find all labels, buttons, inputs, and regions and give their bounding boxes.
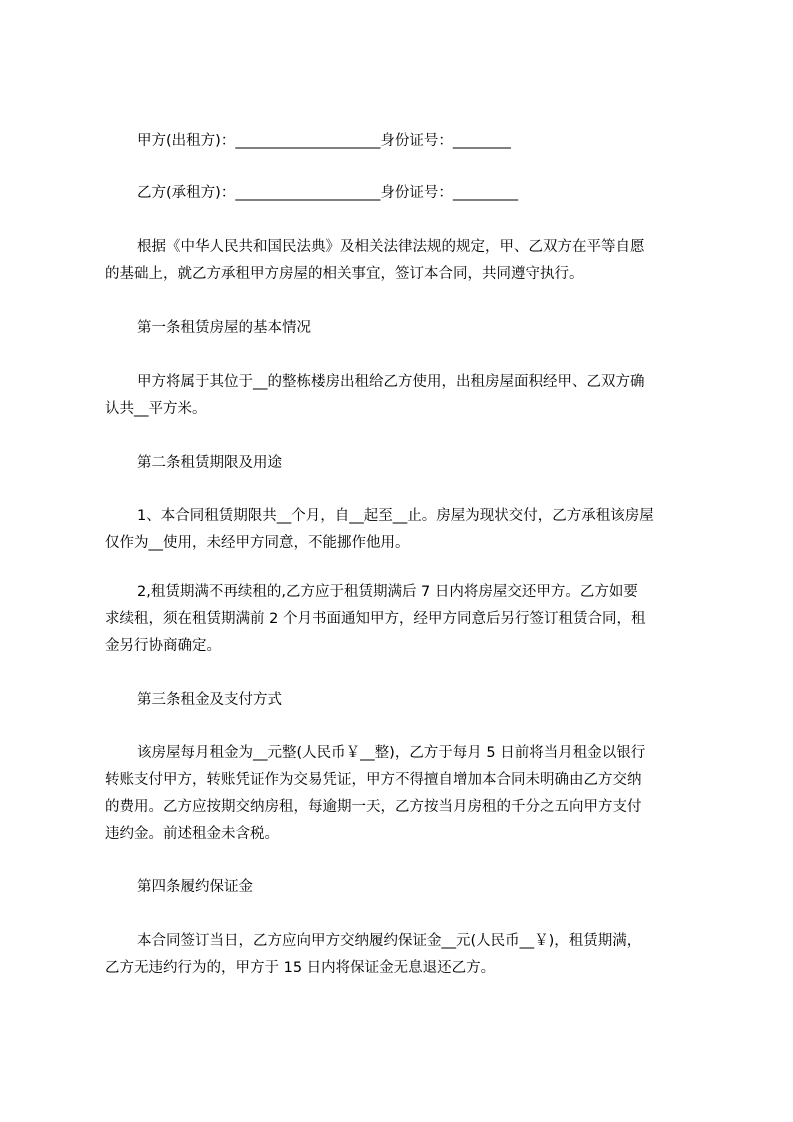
article-2-p2-line-1: 2,租赁期满不再续租的,乙方应于租赁期满后 7 日内将房屋交还甲方。乙方如要 bbox=[137, 584, 638, 600]
party-b-name-blank: ____________________ bbox=[235, 185, 381, 201]
article-3-line-1: 该房屋每月租金为__元整(人民币￥__整)，乙方于每月 5 日前将当月租金以银行 bbox=[137, 745, 646, 761]
article-4-line-2: 乙方无违约行为的，甲方于 15 日内将保证金无息退还乙方。 bbox=[105, 960, 496, 976]
party-b-id-label: 身份证号： bbox=[380, 185, 453, 201]
article-4-line-1: 本合同签订当日，乙方应向甲方交纳履约保证金__元(人民币__￥)，租赁期满， bbox=[137, 933, 642, 949]
party-a-id-label: 身份证号： bbox=[380, 133, 453, 149]
article-3-line-3: 的费用。乙方应按期交纳房租，每逾期一天，乙方按当月房租的千分之五向甲方支付 bbox=[105, 799, 642, 815]
article-1-line-1: 甲方将属于其位于__的整栋楼房出租给乙方使用，出租房屋面积经甲、乙双方确 bbox=[137, 374, 645, 390]
preamble-line-2: 的基础上，就乙方承租甲方房屋的相关事宜，签订本合同，共同遵守执行。 bbox=[105, 266, 584, 282]
article-2-p1-line-1: 1、本合同租赁期限共__个月，自__起至__止。房屋为现状交付，乙方承租该房屋 bbox=[137, 508, 654, 524]
preamble-line-1: 根据《中华人民共和国民法典》及相关法律法规的规定，甲、乙双方在平等自愿 bbox=[137, 239, 645, 255]
party-b-id-blank: _________ bbox=[452, 185, 519, 201]
party-a-line bbox=[137, 131, 511, 151]
article-3-line-4: 违约金。前述租金未含税。 bbox=[105, 826, 279, 842]
party-b-line bbox=[137, 183, 518, 203]
party-b-label: 乙方(承租方)： bbox=[137, 185, 236, 201]
article-3-title: 第三条租金及支付方式 bbox=[137, 692, 282, 708]
article-4-title: 第四条履约保证金 bbox=[137, 879, 253, 895]
party-a-label: 甲方(出租方)： bbox=[137, 133, 236, 149]
party-a-id-blank: ________ bbox=[452, 133, 511, 149]
article-2-p2-line-2: 求续租，须在租赁期满前 2 个月书面通知甲方，经甲方同意后另行签订租赁合同，租 bbox=[105, 611, 646, 627]
article-1-line-2: 认共__平方米。 bbox=[105, 401, 207, 417]
party-a-name-blank: ____________________ bbox=[235, 133, 381, 149]
article-2-p1-line-2: 仅作为__使用，未经甲方同意，不能挪作他用。 bbox=[105, 535, 410, 551]
article-3-line-2: 转账支付甲方，转账凭证作为交易凭证，甲方不得擅自增加本合同未明确由乙方交纳 bbox=[105, 772, 642, 788]
article-2-title: 第二条租赁期限及用途 bbox=[137, 455, 282, 471]
article-1-title: 第一条租赁房屋的基本情况 bbox=[137, 320, 311, 336]
article-2-p2-line-3: 金另行协商确定。 bbox=[105, 638, 221, 654]
